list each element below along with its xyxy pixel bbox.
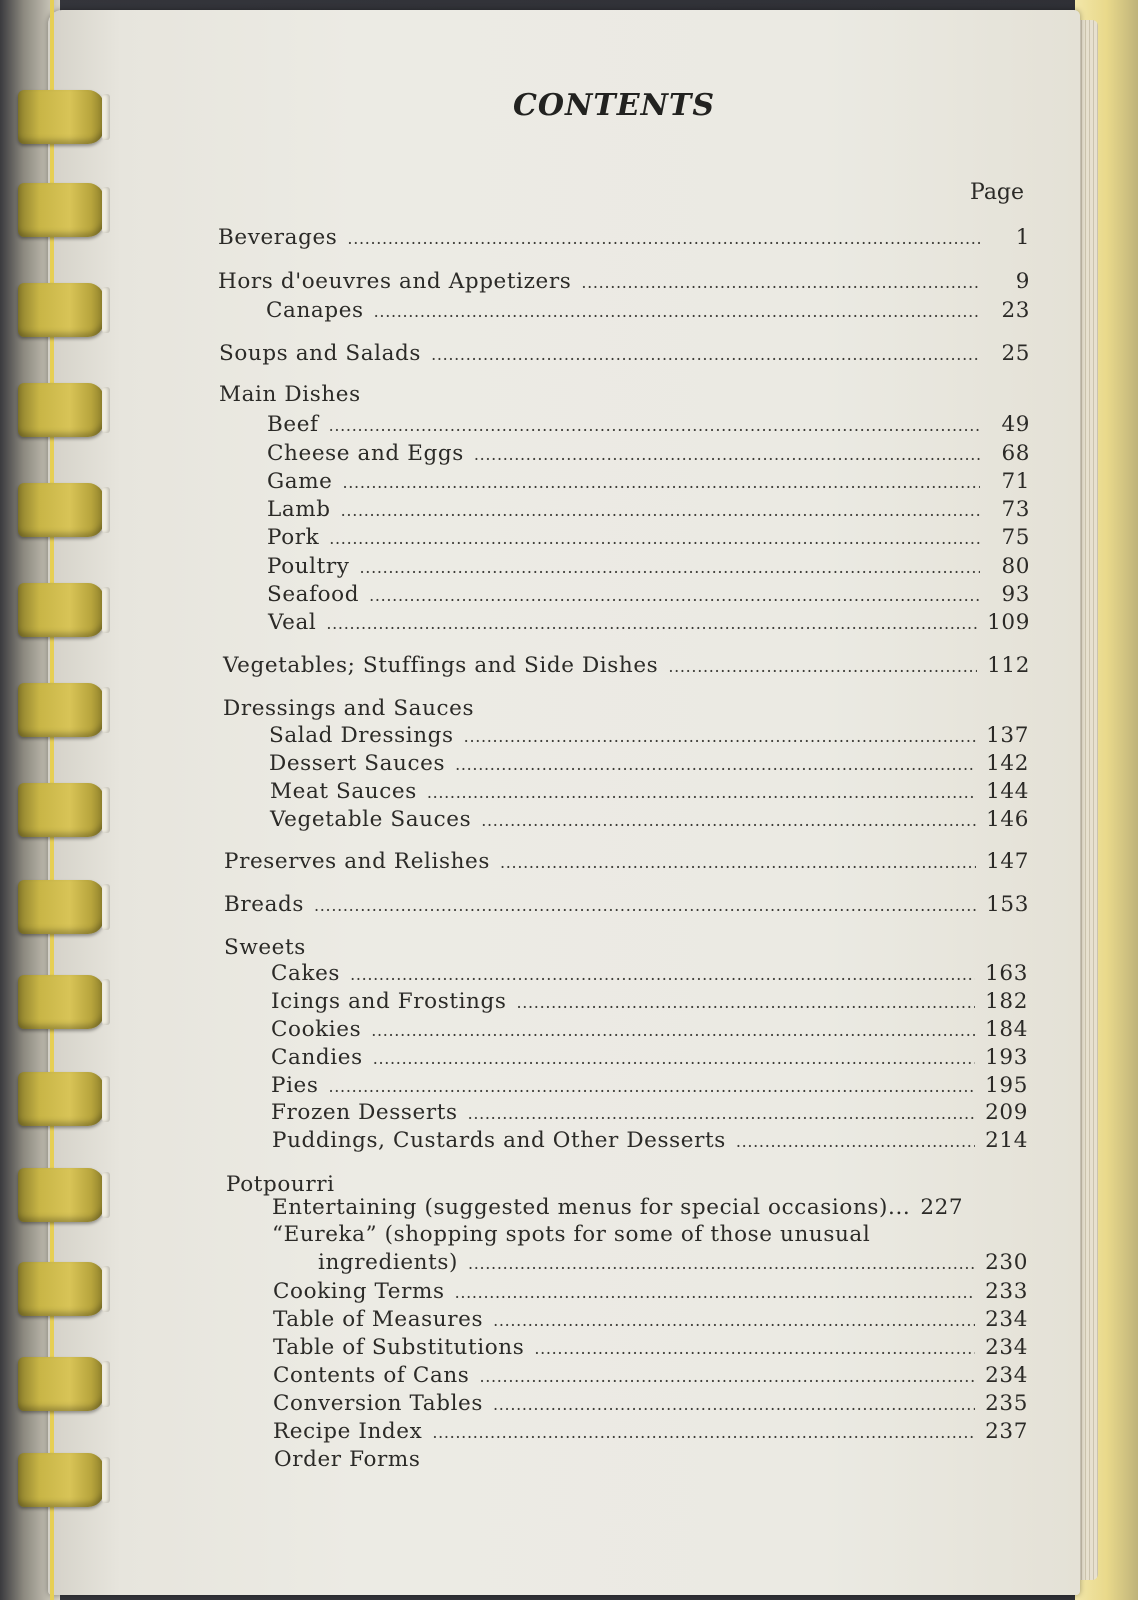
dot-leader [350, 965, 975, 984]
toc-entry [269, 751, 1029, 779]
dot-leader [343, 473, 980, 492]
toc-entry [267, 525, 1030, 553]
dot-leader [314, 896, 976, 915]
toc-entry-label: Salad Dressings [269, 723, 454, 748]
toc-entry [273, 1279, 1028, 1307]
toc-entry-page: 234 [985, 1335, 1028, 1360]
toc-entry [272, 1195, 1028, 1223]
toc-entry-page: 193 [985, 1045, 1028, 1070]
toc-entry [271, 1100, 1028, 1128]
toc-entry [271, 1017, 1028, 1045]
toc-entry [267, 554, 1030, 582]
toc-entry-label: Cooking Terms [273, 1279, 445, 1304]
toc-entry [271, 989, 1028, 1017]
dot-leader [468, 1254, 975, 1273]
page-title: CONTENTS [512, 88, 716, 123]
dot-leader [455, 755, 976, 774]
toc-entry-page: 195 [985, 1073, 1028, 1098]
toc-entry-page: 112 [987, 653, 1030, 678]
toc-entry-label: Table of Substitutions [273, 1335, 525, 1360]
toc-entry [273, 1307, 1028, 1335]
toc-entry [267, 441, 1030, 469]
toc-entry-page: 49 [1001, 412, 1030, 437]
toc-entry-page: 234 [985, 1307, 1028, 1332]
dot-leader [464, 727, 976, 746]
toc-entry-label: “Eureka” (shopping spots for some of those unusual [272, 1222, 871, 1247]
toc-entry-page: 109 [987, 610, 1030, 635]
toc-entry-page: 209 [985, 1100, 1028, 1125]
toc-entry-label: Order Forms [274, 1447, 421, 1472]
toc-entry-page: 93 [1001, 582, 1030, 607]
dot-leader [329, 416, 980, 435]
dot-leader [371, 1021, 975, 1040]
toc-entry-label: Canapes [266, 298, 364, 323]
dot-leader [493, 1311, 975, 1330]
toc-entry [269, 723, 1029, 751]
toc-section-heading: Potpourri [226, 1172, 335, 1197]
toc-entry-page: 237 [985, 1419, 1028, 1444]
toc-entry-page: 153 [986, 892, 1029, 917]
dot-leader [347, 229, 980, 248]
dot-leader [500, 853, 976, 872]
dot-leader [481, 811, 976, 830]
toc-entry [273, 1363, 1028, 1391]
toc-entry [273, 1335, 1028, 1363]
dot-leader [534, 1339, 975, 1358]
toc-entry-label: Contents of Cans [273, 1363, 470, 1388]
toc-entry-page: 235 [985, 1391, 1028, 1416]
toc-entry [271, 961, 1028, 989]
toc-entry [272, 1128, 1028, 1156]
toc-section-heading: Dressings and Sauces [223, 696, 475, 721]
toc-entry [267, 582, 1030, 610]
toc-entry-page: 144 [986, 779, 1029, 804]
toc-entry-label: Preserves and Relishes [224, 849, 491, 874]
toc-entry-label: Cheese and Eggs [267, 441, 464, 466]
toc-entry-page: 73 [1001, 497, 1030, 522]
toc-entry-label: Lamb [267, 497, 331, 522]
toc-entry [318, 1250, 1028, 1278]
dot-leader [479, 1367, 975, 1386]
toc-entry-page: 80 [1001, 554, 1030, 579]
toc-entry-page: 68 [1001, 441, 1030, 466]
toc-entry-page: 137 [986, 723, 1029, 748]
dot-leader [427, 783, 976, 802]
toc-entry-label: Game [267, 469, 333, 494]
dot-leader [468, 1104, 976, 1123]
toc-entry-page: 182 [985, 989, 1028, 1014]
dot-leader [493, 1395, 975, 1414]
toc-entry [267, 469, 1030, 497]
toc-entry-label: Pork [267, 525, 320, 550]
dot-leader [431, 345, 980, 364]
toc-entry [267, 412, 1030, 440]
dot-leader [329, 1077, 976, 1096]
dot-leader [736, 1132, 975, 1151]
toc-entry-label: Poultry [267, 554, 350, 579]
dot-leader [516, 993, 975, 1012]
toc-entry-page: 184 [985, 1017, 1028, 1042]
toc-entry-label: Cakes [271, 961, 341, 986]
toc-section-heading: Main Dishes [219, 382, 361, 407]
toc-entry-label: Conversion Tables [273, 1391, 484, 1416]
toc-entry-page: 142 [986, 751, 1029, 776]
toc-entry [224, 849, 1029, 877]
toc-entry-page: 230 [985, 1250, 1028, 1275]
toc-entry-label: Vegetable Sauces [270, 807, 472, 832]
toc-entry-label: Pies [271, 1073, 319, 1098]
dot-leader [474, 445, 980, 464]
toc-entry-page: 227 [920, 1195, 964, 1220]
dot-leader [455, 1283, 976, 1302]
toc-entry [271, 1045, 1028, 1073]
toc-entry-label: Soups and Salads [219, 341, 422, 366]
toc-entry-label: ingredients) [318, 1250, 458, 1275]
toc-entry [273, 1419, 1028, 1447]
toc-entry [270, 807, 1029, 835]
toc-entry-label: Candies [271, 1045, 363, 1070]
toc-entry-label: Recipe Index [273, 1419, 423, 1444]
toc-entry-label: Meat Sauces [270, 779, 417, 804]
toc-entry-page: 75 [1001, 525, 1030, 550]
dot-leader [360, 558, 980, 577]
toc-entry-label: Beef [267, 412, 319, 437]
toc-entry-label: Icings and Frostings [271, 989, 507, 1014]
toc-entry-page: 9 [1015, 269, 1030, 294]
dot-leader [341, 501, 980, 520]
dot-leader [432, 1423, 975, 1442]
dot-leader [326, 614, 977, 633]
toc-entry-page: 71 [1001, 469, 1030, 494]
toc-section-heading: Sweets [224, 935, 306, 960]
toc-entry-label: Hors d'oeuvres and Appetizers [218, 269, 572, 294]
toc-entry-page: 146 [986, 807, 1029, 832]
toc-entry [267, 497, 1030, 525]
toc-entry-page: 214 [985, 1128, 1028, 1153]
page-column-label: Page [970, 180, 1025, 205]
toc-entry-label: Table of Measures [273, 1307, 484, 1332]
toc-entry [218, 225, 1030, 253]
toc-entry-page: 163 [985, 961, 1028, 986]
toc-entry-page: 147 [986, 849, 1029, 874]
toc-entry [223, 653, 1030, 681]
toc-entry-label: Seafood [267, 582, 360, 607]
toc-entry-label: Frozen Desserts [271, 1100, 458, 1125]
toc-entry-label: Entertaining (suggested menus for special occasions)... [272, 1195, 911, 1220]
toc-entry-page: 234 [985, 1363, 1028, 1388]
toc-entry [271, 1073, 1028, 1101]
toc-entry-label: Veal [268, 610, 317, 635]
dot-leader [668, 657, 977, 676]
toc-entry-label: Beverages [218, 225, 338, 250]
toc-entry [224, 892, 1029, 920]
toc-entry-label: Puddings, Custards and Other Desserts [272, 1128, 726, 1153]
toc-entry [273, 1391, 1028, 1419]
toc-entry [270, 779, 1029, 807]
toc-entry-page: 23 [1001, 298, 1030, 323]
dot-leader [374, 302, 980, 321]
dot-leader [329, 529, 980, 548]
toc-entry [268, 610, 1030, 638]
toc-entry-label: Vegetables; Stuffings and Side Dishes [223, 653, 659, 678]
toc-entry [266, 298, 1030, 326]
toc-entry-label: Dessert Sauces [269, 751, 446, 776]
toc-entry-page: 25 [1001, 341, 1030, 366]
toc-entry-page: 233 [985, 1279, 1028, 1304]
toc-entry [218, 269, 1030, 297]
toc-entry-page: 1 [1015, 225, 1030, 250]
toc-entry-label: Cookies [271, 1017, 362, 1042]
toc-entry [219, 341, 1030, 369]
dot-leader [581, 273, 980, 292]
dot-leader [373, 1049, 975, 1068]
dot-leader [369, 586, 980, 605]
toc-entry-label: Breads [224, 892, 305, 917]
